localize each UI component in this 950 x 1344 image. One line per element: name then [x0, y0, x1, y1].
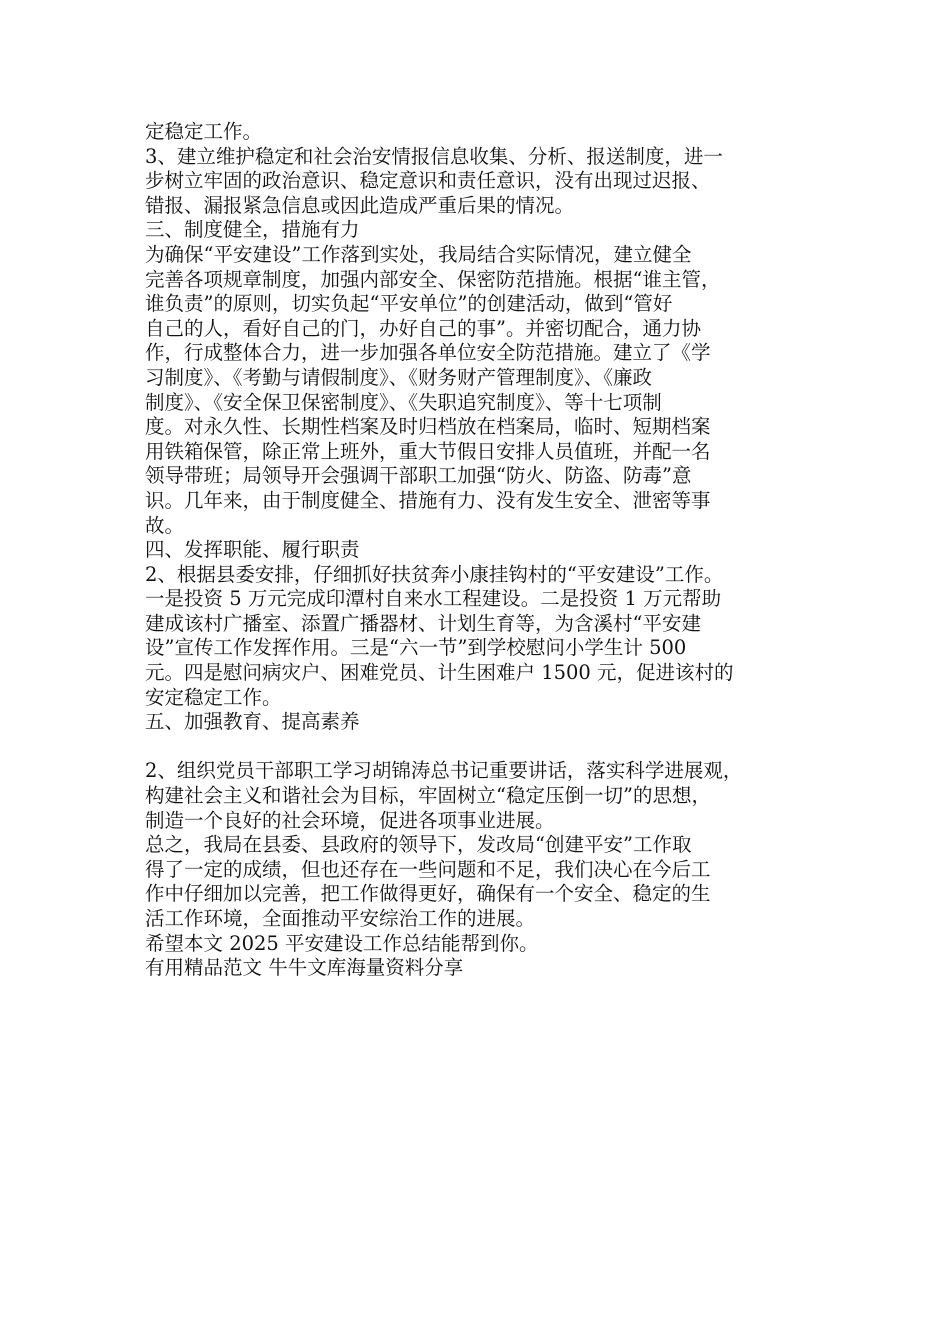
text-line: 错报、漏报紧急信息或因此造成严重后果的情况。 — [145, 193, 575, 217]
section-heading: 三、制度健全，措施有力 — [145, 218, 360, 242]
text-line: 构建社会主义和谐社会为目标，牢固树立“稳定压倒一切”的思想， — [145, 784, 711, 808]
text-line: 自己的人，看好自己的门，办好自己的事”。并密切配合，通力协 — [145, 316, 701, 340]
text-line: 安定稳定工作。 — [145, 685, 282, 709]
text-line: 作，行成整体合力，进一步加强各单位安全防范措施。建立了《学 — [145, 341, 711, 365]
text-line: 2、组织党员干部职工学习胡锦涛总书记重要讲话，落实科学进展观， — [145, 759, 743, 783]
text-line: 作中仔细加以完善，把工作做得更好，确保有一个安全、稳定的生 — [145, 882, 711, 906]
text-line: 谁负责”的原则，切实负起“平安单位”的创建活动，做到“管好 — [145, 292, 673, 316]
blank-line — [145, 735, 825, 760]
section-heading: 五、加强教育、提高素养 — [145, 710, 360, 734]
text-line: 希望本文 2025 平安建设工作总结能帮到你。 — [145, 931, 539, 955]
text-line: 建成该村广播室、添置广播器材、计划生育等，为含溪村“平安建 — [145, 611, 701, 635]
text-line: 步树立牢固的政治意识、稳定意识和责任意识，没有出现过迟报、 — [145, 169, 711, 193]
footer-line: 有用精品范文 牛牛文库海量资料分享 — [145, 956, 464, 980]
text-line: 制造一个良好的社会环境，促进各项事业进展。 — [145, 808, 555, 832]
text-line: 习制度》、《考勤与请假制度》、《财务财产管理制度》、《廉政 — [145, 365, 653, 389]
text-line: 元。四是慰问病灾户、困难党员、计生困难户 1500 元，促进该村的 — [145, 661, 734, 685]
text-line: 定稳定工作。 — [145, 120, 263, 143]
document-body — [145, 120, 825, 981]
section-heading: 四、发挥职能、履行职责 — [145, 538, 360, 562]
text-line: 故。 — [145, 513, 185, 537]
text-line: 制度》、《安全保卫保密制度》、《失职追究制度》、等十七项制 — [145, 390, 662, 414]
text-line: 得了一定的成绩，但也还存在一些问题和不足，我们决心在今后工 — [145, 857, 711, 881]
text-line: 识。几年来，由于制度健全、措施有力、没有发生安全、泄密等事 — [145, 488, 711, 512]
text-line: 3、建立维护稳定和社会治安情报信息收集、分析、报送制度，进一 — [145, 144, 723, 168]
text-line: 一是投资 5 万元完成印潭村自来水工程建设。二是投资 1 万元帮助 — [145, 587, 722, 611]
text-line: 为确保“平安建设”工作落到实处，我局结合实际情况，建立健全 — [145, 242, 692, 266]
text-line: 设”宣传工作发挥作用。三是“六一节”到学校慰问小学生计 500 — [145, 636, 687, 660]
text-line: 用铁箱保管，除正常上班外，重大节假日安排人员值班，并配一名 — [145, 439, 711, 463]
text-line: 领导带班；局领导开会强调干部职工加强“防火、防盗、防毒”意 — [145, 464, 692, 488]
text-line: 活工作环境，全面推动平安综治工作的进展。 — [145, 907, 536, 930]
text-line: 2、根据县委安排，仔细抓好扶贫奔小康挂钩村的“平安建设”工作。 — [145, 562, 724, 586]
text-line: 总之，我局在县委、县政府的领导下，发改局“创建平安”工作取 — [145, 833, 692, 857]
text-line: 完善各项规章制度，加强内部安全、保密防范措施。根据“谁主管， — [145, 267, 721, 291]
text-line: 度。对永久性、长期性档案及时归档放在档案局，临时、短期档案 — [145, 415, 711, 439]
